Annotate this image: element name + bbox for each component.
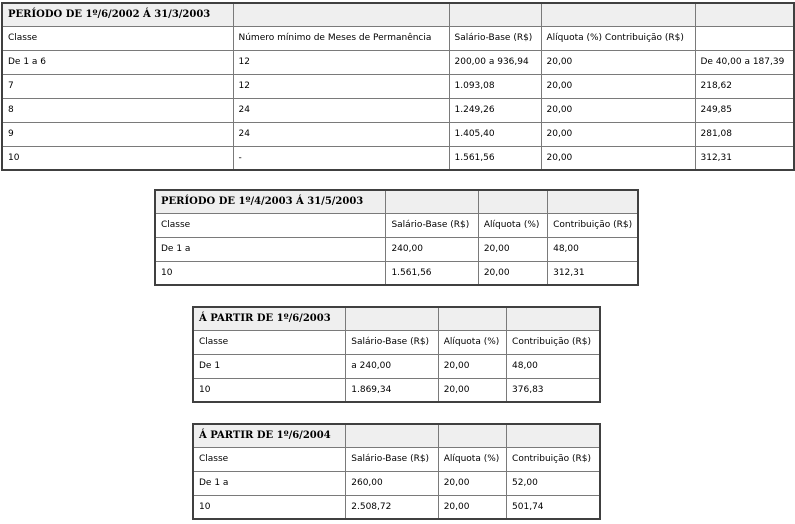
header-cell: Contribuição (R$) — [548, 213, 638, 237]
table-cell: 1.405,40 — [449, 122, 541, 146]
table-row — [193, 354, 600, 378]
table-cell: 1.561,56 — [386, 261, 478, 285]
table-cell: 1.093,08 — [449, 74, 541, 98]
table-row — [2, 122, 794, 146]
table-cell: 8 — [2, 98, 233, 122]
table-row — [2, 50, 794, 74]
table-cell: De 1 a — [193, 471, 346, 495]
header-cell: Classe — [193, 447, 346, 471]
table-cell: 10 — [193, 378, 346, 402]
table-cell: De 1 a 6 — [2, 50, 233, 74]
table-cell: 312,31 — [695, 146, 794, 170]
header-cell: Alíquota (%) Contribuição (R$) — [541, 26, 695, 50]
header-cell: Contribuição (R$) — [507, 447, 600, 471]
table-row — [2, 146, 794, 170]
table-cell: 12 — [233, 74, 449, 98]
table-cell: 7 — [2, 74, 233, 98]
table-cell: 20,00 — [541, 98, 695, 122]
table-cell: 20,00 — [541, 122, 695, 146]
table-cell: 20,00 — [541, 146, 695, 170]
table-row — [2, 98, 794, 122]
contribution-table-from-2004-06 — [192, 423, 601, 520]
table-cell: 24 — [233, 98, 449, 122]
table-row — [193, 378, 600, 402]
header-cell: Salário-Base (R$) — [346, 330, 438, 354]
table-cell: 1.249,26 — [449, 98, 541, 122]
header-cell: Alíquota (%) — [438, 330, 506, 354]
table-cell: 200,00 a 936,94 — [449, 50, 541, 74]
table-cell: 48,00 — [507, 354, 600, 378]
table-cell: 240,00 — [386, 237, 478, 261]
table-row — [155, 237, 638, 261]
table-cell: 1.869,34 — [346, 378, 438, 402]
table-header-row — [2, 26, 794, 50]
table-cell: 501,74 — [507, 495, 600, 519]
table-cell: a 240,00 — [346, 354, 438, 378]
table-cell: 2.508,72 — [346, 495, 438, 519]
header-cell: Salário-Base (R$) — [449, 26, 541, 50]
table-cell: 48,00 — [548, 237, 638, 261]
table-row — [193, 495, 600, 519]
contribution-table-2003-apr-may — [154, 189, 639, 286]
table-cell: 249,85 — [695, 98, 794, 122]
header-cell: Classe — [193, 330, 346, 354]
table-row — [155, 261, 638, 285]
table-header-row — [193, 330, 600, 354]
header-cell: Classe — [155, 213, 386, 237]
header-cell: Classe — [2, 26, 233, 50]
table-cell: 260,00 — [346, 471, 438, 495]
table-cell: 20,00 — [541, 50, 695, 74]
table-cell: 281,08 — [695, 122, 794, 146]
table-title: PERÍODO DE 1º/6/2002 Á 31/3/2003 — [2, 3, 233, 26]
table-cell: 10 — [193, 495, 346, 519]
table-cell: 52,00 — [507, 471, 600, 495]
table-cell: 20,00 — [438, 495, 506, 519]
table-header-row — [193, 447, 600, 471]
header-cell: Alíquota (%) — [438, 447, 506, 471]
table-title: PERÍODO DE 1º/4/2003 Á 31/5/2003 — [155, 190, 386, 213]
table-cell: 20,00 — [438, 378, 506, 402]
header-cell: Salário-Base (R$) — [386, 213, 478, 237]
table-row — [2, 74, 794, 98]
header-cell: Alíquota (%) — [478, 213, 547, 237]
table-cell: 10 — [2, 146, 233, 170]
table-cell: 24 — [233, 122, 449, 146]
table-cell: 20,00 — [478, 237, 547, 261]
table-cell: 20,00 — [478, 261, 547, 285]
table-cell: - — [233, 146, 449, 170]
table-header-row — [155, 213, 638, 237]
header-cell: Contribuição (R$) — [507, 330, 600, 354]
table-title: Á PARTIR DE 1º/6/2004 — [193, 424, 346, 447]
table-cell: 20,00 — [541, 74, 695, 98]
table-cell: 10 — [155, 261, 386, 285]
table-cell: De 1 a — [155, 237, 386, 261]
table-cell: 20,00 — [438, 354, 506, 378]
header-cell — [695, 26, 794, 50]
header-cell: Salário-Base (R$) — [346, 447, 438, 471]
table-cell: De 40,00 a 187,39 — [695, 50, 794, 74]
table-row — [193, 471, 600, 495]
table-cell: 20,00 — [438, 471, 506, 495]
table-cell: 376,83 — [507, 378, 600, 402]
table-title: Á PARTIR DE 1º/6/2003 — [193, 307, 346, 330]
table-cell: 218,62 — [695, 74, 794, 98]
table-cell: 312,31 — [548, 261, 638, 285]
table-cell: 9 — [2, 122, 233, 146]
table-cell: 1.561,56 — [449, 146, 541, 170]
table-cell: 12 — [233, 50, 449, 74]
contribution-table-from-2003-06 — [192, 306, 601, 403]
contribution-table-2002-2003 — [1, 2, 795, 171]
header-cell: Número mínimo de Meses de Permanência — [233, 26, 449, 50]
table-cell: De 1 — [193, 354, 346, 378]
